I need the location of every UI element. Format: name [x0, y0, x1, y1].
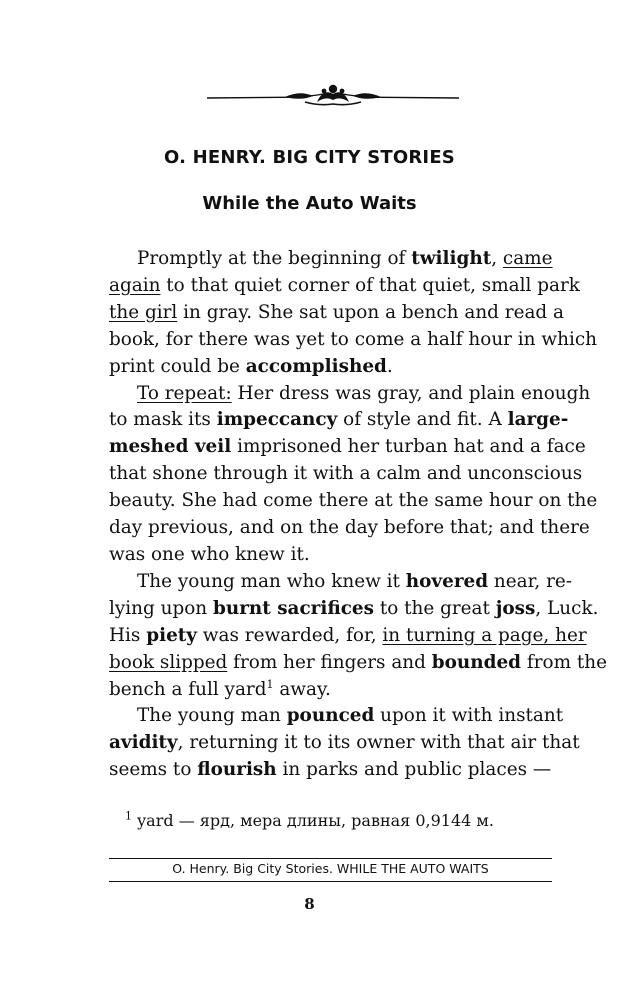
flourish-ornament-icon [205, 80, 461, 110]
text-line: His piety was rewarded, for, in turning a page, her [109, 624, 587, 646]
paragraph-2 [109, 381, 598, 569]
text-line: to mask its impeccancy of style and fit. A large- [109, 409, 569, 431]
text-line: Promptly at the beginning of twilight, came [137, 248, 553, 269]
paragraph-3 [109, 569, 607, 704]
footnote-reference: 1 [266, 677, 274, 691]
text-line: seems to flourish in parks and public places — [109, 759, 552, 781]
footer-rule-bottom [109, 881, 552, 882]
text-line: the girl in gray. She sat upon a bench and read a [109, 301, 565, 323]
text-line: beauty. She had come there at the same hour on the [109, 490, 598, 512]
text-line: was one who knew it. [109, 543, 310, 565]
paragraph-4 [109, 703, 580, 784]
text-line: book, for there was yet to come a half hour in which [109, 328, 597, 350]
paragraph-1 [109, 246, 597, 381]
text-line: again to that quiet corner of that quiet, small park [109, 274, 580, 296]
text-line: To repeat: Her dress was gray, and plain enough [137, 382, 591, 404]
text-line: avidity, returning it to its owner with that air that [109, 732, 580, 754]
text-line: meshed veil imprisoned her turban hat and a face [109, 436, 586, 458]
text-line: print could be accomplished. [109, 355, 393, 377]
footnote [0, 811, 619, 830]
text-line: book slipped from her fingers and bounded from the [109, 651, 607, 673]
text-line: bench a full yard$^1$ away. [109, 677, 331, 700]
book-title: O. HENRY. BIG CITY STORIES [164, 147, 455, 168]
text-line: that shone through it with a calm and unconscious [109, 463, 583, 485]
text-line: day previous, and on the day before that; and there [109, 517, 590, 539]
footnote-text: yard — ярд, мера длины, равная 0,9144 м. [132, 811, 494, 830]
story-title: While the Auto Waits [202, 193, 417, 214]
page-number: 8 [304, 895, 315, 913]
running-footer: O. Henry. Big City Stories. WHILE THE AUTO WAITS [172, 861, 489, 876]
footnote-mark: 1 [125, 809, 133, 823]
text-line: The young man pounced upon it with instant [137, 705, 564, 727]
text-line: lying upon burnt sacrifices to the great joss, Luck. [109, 597, 599, 619]
text-line: The young man who knew it hovered near, re- [137, 570, 572, 592]
footer-rule-top [109, 858, 552, 859]
story-body [109, 246, 607, 784]
